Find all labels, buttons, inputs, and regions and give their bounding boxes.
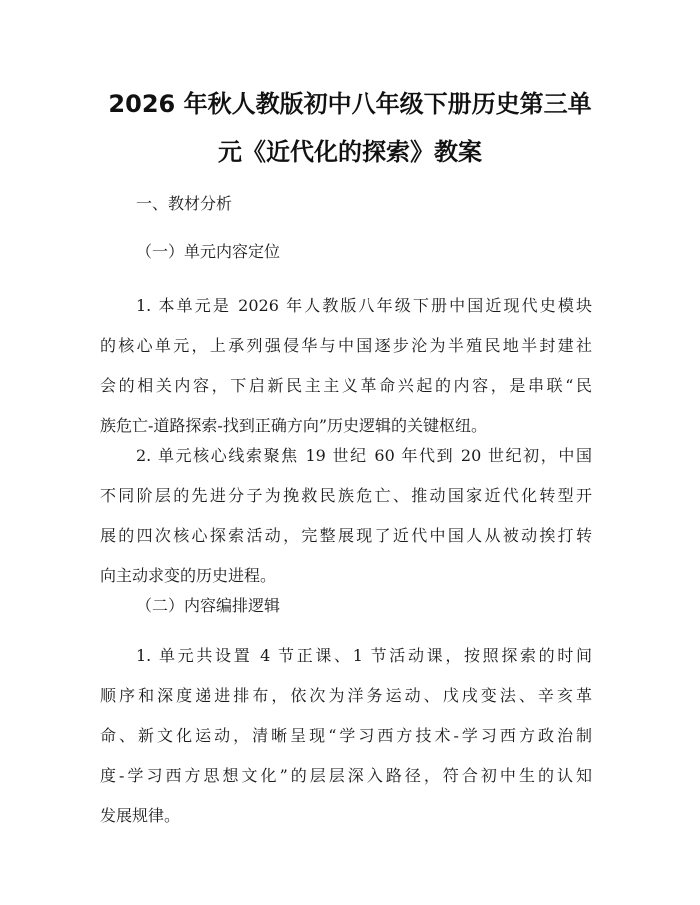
paragraph-line: 展的四次核心探索活动，完整展现了近代中国人从被动挨打转 [100,526,592,545]
paragraph-line: 的核心单元，上承列强侵华与中国逐步沦为半殖民地半封建社 [100,336,592,355]
section-heading-textbook-analysis: 一、教材分析 [136,194,233,213]
title-line-2: 元《近代化的探索》教案 [218,138,482,166]
paragraph-line: 1. 单元共设置 4 节正课、1 节活动课，按照探索的时间 [136,646,592,665]
paragraph-line: 顺序和深度递进排布，依次为洋务运动、戊戌变法、辛亥革 [100,686,592,705]
paragraph-line: 族危亡-道路探索-找到正确方向”历史逻辑的关键枢纽。 [100,416,487,435]
paragraph-line: 度-学习西方思想文化”的层层深入路径，符合初中生的认知 [100,766,592,785]
paragraph-line: 命、新文化运动，清晰呈现“学习西方技术-学习西方政治制 [100,726,592,745]
paragraph-line: 1. 本单元是 2026 年人教版八年级下册中国近现代史模块 [136,296,592,315]
document-title [95,80,605,176]
paragraph-line: 向主动求变的历史进程。 [100,566,277,585]
paragraph-arrangement [100,636,592,836]
paragraph-line: 不同阶层的先进分子为挽救民族危亡、推动国家近代化转型开 [100,486,592,505]
subsection-heading-unit-positioning: （一）单元内容定位 [136,242,281,261]
paragraph-line: 2. 单元核心线索聚焦 19 世纪 60 年代到 20 世纪初，中国 [136,446,592,465]
title-line-1: 2026 年秋人教版初中八年级下册历史第三单 [108,90,592,118]
paragraph-unit-role [100,286,592,446]
paragraph-line: 会的相关内容，下启新民主主义革命兴起的内容，是串联“民 [100,376,592,395]
paragraph-core-clue [100,436,592,596]
subsection-heading-content-logic: （二）内容编排逻辑 [136,596,281,615]
paragraph-line: 发展规律。 [100,806,181,825]
